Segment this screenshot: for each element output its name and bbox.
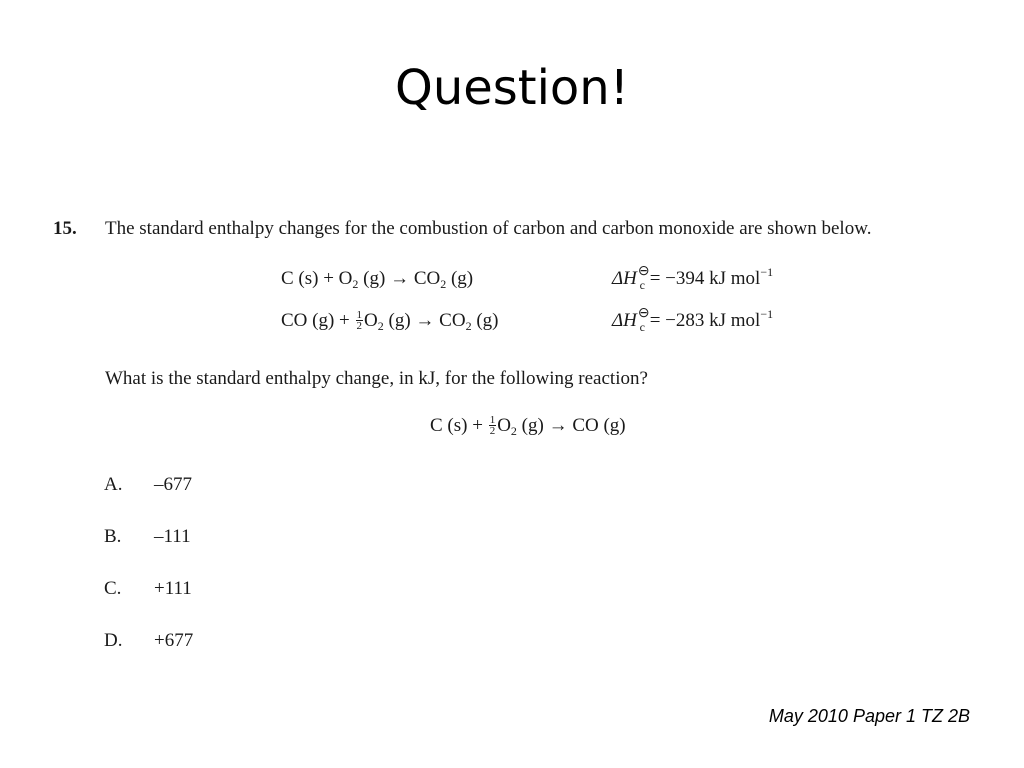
plimsoll-symbol: ⊖ xyxy=(637,306,650,321)
given-enthalpy-2: $\Delta H^⊖_c = -283$ kJ mol$^{-1}$ xyxy=(612,306,774,334)
option-value: –111 xyxy=(154,526,191,547)
given-equation-2: CO (g) + $\frac{1}{2}$ $O_2$ $(g) \to CO_2$ (g) xyxy=(281,309,499,333)
question-prompt: What is the standard enthalpy change, in kJ, for the following reaction? xyxy=(105,368,648,389)
fraction-one-half: $\frac{1}{2}$ xyxy=(489,414,496,438)
option-d[interactable] xyxy=(104,630,194,652)
option-c[interactable] xyxy=(104,578,192,600)
question-number: 15. xyxy=(53,218,77,239)
fraction-one-half: $\frac{1}{2}$ xyxy=(356,309,363,333)
option-b[interactable] xyxy=(104,526,191,548)
slide-title: Question! xyxy=(395,60,629,116)
option-letter: C. xyxy=(104,578,122,599)
option-letter: D. xyxy=(104,630,123,651)
option-letter: B. xyxy=(104,526,122,547)
option-value: +677 xyxy=(154,630,194,651)
option-value: –677 xyxy=(154,474,192,495)
target-equation: C (s) + $\frac{1}{2}$ $O_2$ (g) → CO (g) xyxy=(430,414,626,438)
option-value: +111 xyxy=(154,578,192,599)
plimsoll-symbol: ⊖ xyxy=(637,264,650,279)
source-citation: May 2010 Paper 1 TZ 2B xyxy=(768,706,970,726)
question-stem: The standard enthalpy changes for the combustion of carbon and carbon monoxide are shown below. xyxy=(105,218,872,239)
given-enthalpy-1: $\Delta H^⊖_c = -394$ kJ mol$^{-1}$ xyxy=(612,264,774,292)
option-letter: A. xyxy=(104,474,123,495)
option-a[interactable] xyxy=(104,474,192,496)
given-equation-1: C $(s) + O_2$ $(g) \to CO_2$ (g) xyxy=(281,268,474,291)
